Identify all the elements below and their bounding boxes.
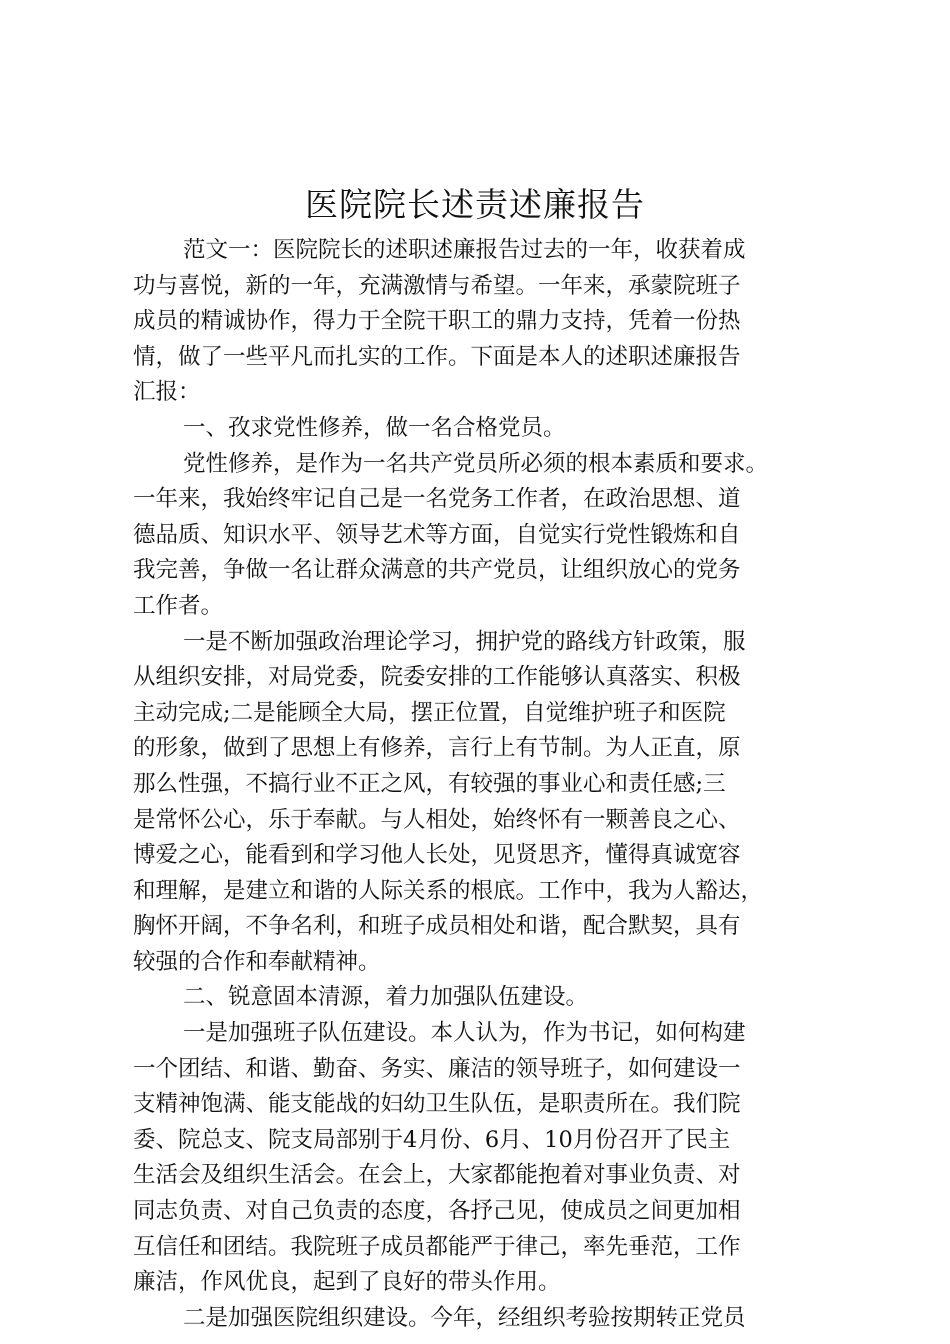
text-line: 一是加强班子队伍建设。本人认为，作为书记，如何构建 <box>183 1020 746 1047</box>
document-title: 医院院长述责述廉报告 <box>305 185 645 224</box>
text-line: 成员的精诚协作，得力于全院干职工的鼎力支持，凭着一份热 <box>133 308 741 335</box>
text-line: 支精神饱满、能支能战的妇幼卫生队伍，是职责所在。我们院 <box>133 1091 741 1118</box>
text-line: 一年来，我始终牢记自己是一名党务工作者，在政治思想、道 <box>133 486 741 513</box>
text-line: 是常怀公心，乐于奉献。与人相处，始终怀有一颗善良之心、 <box>133 806 741 833</box>
text-line: 互信任和团结。我院班子成员都能严于律己，率先垂范，工作 <box>133 1233 741 1260</box>
text-line: 博爱之心，能看到和学习他人长处，见贤思齐，懂得真诚宽容 <box>133 842 741 869</box>
text-line: 我完善，争做一名让群众满意的共产党员，让组织放心的党务 <box>133 557 741 584</box>
text-line: 功与喜悦，新的一年，充满激情与希望。一年来，承蒙院班子 <box>133 272 741 299</box>
text-line: 情，做了一些平凡而扎实的工作。下面是本人的述职述廉报告 <box>133 343 741 370</box>
text-line: 生活会及组织生活会。在会上，大家都能抱着对事业负责、对 <box>133 1162 741 1189</box>
text-line: 范文一：医院院长的述职述廉报告过去的一年，收获着成 <box>183 237 746 263</box>
text-line: 党性修养，是作为一名共产党员所必须的根本素质和要求。 <box>183 450 769 477</box>
text-line: 那么性强，不搞行业不正之风，有较强的事业心和责任感;三 <box>133 770 726 797</box>
text-line: 胸怀开阔，不争名利，和班子成员相处和谐，配合默契，具有 <box>133 913 741 940</box>
text-line: 一个团结、和谐、勤奋、务实、廉洁的领导班子，如何建设一 <box>133 1055 741 1082</box>
text-line: 较强的合作和奉献精神。 <box>133 948 381 975</box>
text-line: 汇报： <box>133 379 201 406</box>
text-line: 同志负责、对自己负责的态度，各抒己见，使成员之间更加相 <box>133 1198 741 1225</box>
text-line: 从组织安排，对局党委，院委安排的工作能够认真落实、积极 <box>133 664 741 691</box>
text-line: 廉洁，作风优良，起到了良好的带头作用。 <box>133 1269 561 1296</box>
text-line: 德品质、知识水平、领导艺术等方面，自觉实行党性锻炼和自 <box>133 521 741 548</box>
text-line: 委、院总支、院支局部别于4月份、6月、10月份召开了民主 <box>133 1126 731 1153</box>
text-line: 一是不断加强政治理论学习，拥护党的路线方针政策，服 <box>183 628 746 655</box>
text-line: 一、孜求党性修养，做一名合格党员。 <box>183 414 566 441</box>
document-body <box>133 233 838 1336</box>
text-line: 和理解，是建立和谐的人际关系的根底。工作中，我为人豁达， <box>133 877 764 904</box>
text-line: 二、锐意固本清源，着力加强队伍建设。 <box>183 984 589 1011</box>
text-line: 的形象，做到了思想上有修养，言行上有节制。为人正直，原 <box>133 735 741 762</box>
text-line: 二是加强医院组织建设。今年，经组织考验按期转正党员 <box>183 1304 746 1331</box>
text-line: 主动完成;二是能顾全大局，摆正位置，自觉维护班子和医院 <box>133 699 726 726</box>
text-line: 工作者。 <box>133 592 224 619</box>
